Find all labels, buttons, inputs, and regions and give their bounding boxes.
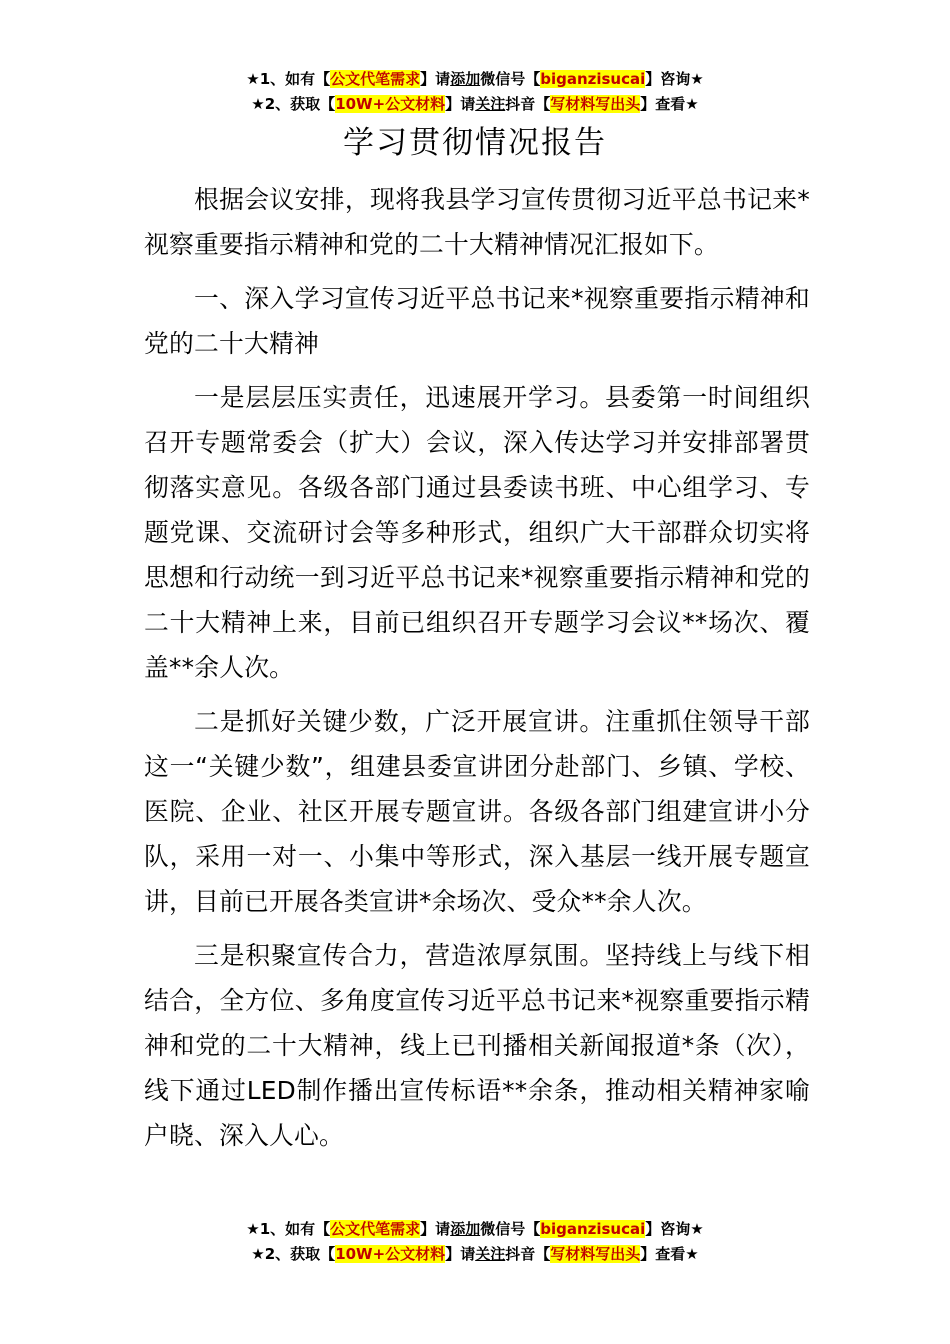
paragraph-3: 三是积聚宣传合力，营造浓厚氛围。坚持线上与线下相结合，全方位、多角度宣传习近平总书记来*视察重要指示精神和党的二十大精神，线上已刊播相关新闻报道*条（次），线下通过LED制作播出宣传标语**余条，推动相关精神家喻户晓、深入人心。	[144, 941, 810, 1150]
banner-underline: 关注	[475, 1245, 506, 1263]
banner-line-2	[0, 92, 950, 117]
banner-text: 】请	[445, 95, 476, 113]
paragraph-2: 二是抓好关键少数，广泛开展宣讲。注重抓住领导干部这一“关键少数”，组建县委宣讲团分赴部门、乡镇、学校、医院、企业、社区开展专题宣讲。各级各部门组建宣讲小分队，采用一对一、小集中等形式，深入基层一线开展专题宣讲，目前已开展各类宣讲*余场次、受众**余人次。	[144, 707, 810, 916]
banner-highlight: 10W+公文材料	[335, 1245, 446, 1263]
document-body	[144, 177, 810, 1167]
banner-text: 】请	[420, 70, 451, 88]
banner-highlight: 写材料写出头	[550, 95, 641, 113]
banner-text: 微信号【	[480, 70, 541, 88]
banner-line-1	[0, 67, 950, 92]
banner-highlight: 写材料写出头	[550, 1245, 641, 1263]
banner-highlight: 公文代笔需求	[330, 1220, 421, 1238]
banner-text: ★1、如有【	[246, 1220, 331, 1238]
banner-text: 】请	[420, 1220, 451, 1238]
banner-line-2	[0, 1242, 950, 1267]
header-banner	[0, 67, 950, 117]
banner-highlight: 10W+公文材料	[335, 95, 446, 113]
banner-text: ★2、获取【	[251, 95, 336, 113]
banner-text: ★2、获取【	[251, 1245, 336, 1263]
banner-underline: 关注	[475, 95, 506, 113]
banner-text: ★1、如有【	[246, 70, 331, 88]
banner-highlight: biganzisucai	[540, 1220, 646, 1238]
banner-text: 】查看★	[640, 1245, 699, 1263]
banner-line-1	[0, 1217, 950, 1242]
paragraph-intro: 根据会议安排，现将我县学习宣传贯彻习近平总书记来*视察重要指示精神和党的二十大精神情况汇报如下。	[144, 185, 810, 259]
banner-text: 】请	[445, 1245, 476, 1263]
banner-text: 】查看★	[640, 95, 699, 113]
banner-underline: 添加	[450, 1220, 481, 1238]
banner-text: 抖音【	[505, 95, 551, 113]
banner-highlight: 公文代笔需求	[330, 70, 421, 88]
banner-text: 抖音【	[505, 1245, 551, 1263]
banner-text: 】咨询★	[645, 70, 704, 88]
section-heading: 一、深入学习宣传习近平总书记来*视察重要指示精神和党的二十大精神	[144, 284, 810, 358]
footer-banner	[0, 1217, 950, 1267]
document-title: 学习贯彻情况报告	[343, 125, 607, 161]
paragraph-1: 一是层层压实责任，迅速展开学习。县委第一时间组织召开专题常委会（扩大）会议，深入传达学习并安排部署贯彻落实意见。各级各部门通过县委读书班、中心组学习、专题党课、交流研讨会等多种形式，组织广大干部群众切实将思想和行动统一到习近平总书记来*视察重要指示精神和党的二十大精神上来，目前已组织召开专题学习会议**场次、覆盖**余人次。	[144, 383, 810, 682]
banner-highlight: biganzisucai	[540, 70, 646, 88]
banner-underline: 添加	[450, 70, 481, 88]
banner-text: 微信号【	[480, 1220, 541, 1238]
banner-text: 】咨询★	[645, 1220, 704, 1238]
